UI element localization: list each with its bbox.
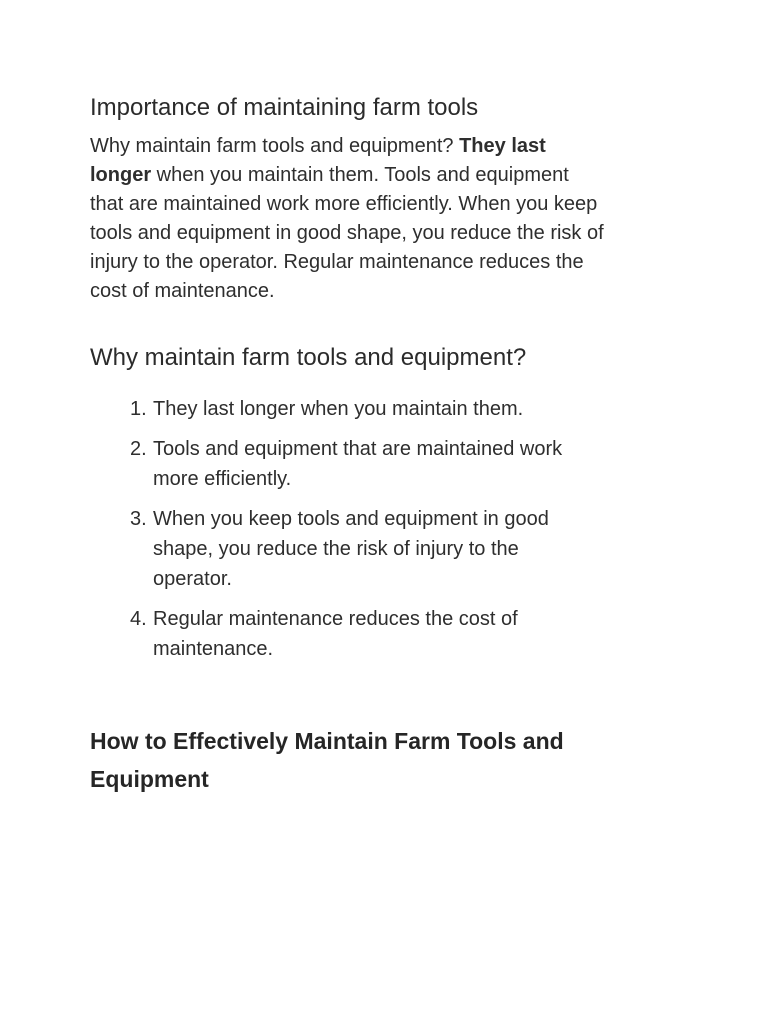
list-item xyxy=(130,504,562,594)
list-item-line: Tools and equipment that are maintained work xyxy=(153,438,563,460)
list-item-line: They last longer when you maintain them. xyxy=(153,398,524,420)
paragraph-line xyxy=(90,161,604,190)
list-item xyxy=(130,434,562,494)
list-item xyxy=(130,604,562,664)
paragraph-line: injury to the operator. Regular maintenance reduces the xyxy=(90,251,584,273)
paragraph-line: that are maintained work more efficiently. When you keep xyxy=(90,193,598,215)
list-item-text xyxy=(153,394,523,424)
heading-how-to-effectively-maintain xyxy=(90,722,564,798)
list-item-number: 3. xyxy=(130,508,147,530)
paragraph-line: cost of maintenance. xyxy=(90,280,275,302)
heading-line: Equipment xyxy=(90,766,209,792)
list-item-number: 1. xyxy=(130,398,147,420)
list-item-line: more efficiently. xyxy=(153,468,292,490)
paragraph-line: tools and equipment in good shape, you reduce the risk of xyxy=(90,222,604,244)
list-item-line: operator. xyxy=(153,568,232,590)
heading-why-maintain-farm-tools: Why maintain farm tools and equipment? xyxy=(90,344,527,371)
list-item-line: maintenance. xyxy=(153,638,274,660)
list-item-number: 2. xyxy=(130,438,147,460)
paragraph-bold-text: They last xyxy=(459,135,546,157)
heading-line: How to Effectively Maintain Farm Tools and xyxy=(90,728,564,754)
paragraph-text: when you maintain them. Tools and equipment xyxy=(151,164,569,186)
intro-paragraph xyxy=(90,132,604,306)
list-item-text xyxy=(153,604,518,664)
numbered-list xyxy=(130,394,562,674)
list-item-line: Regular maintenance reduces the cost of xyxy=(153,608,518,630)
heading-importance-of-maintaining-farm-tools: Importance of maintaining farm tools xyxy=(90,94,479,121)
list-item-text xyxy=(153,434,562,494)
list-item-text xyxy=(153,504,549,594)
paragraph-bold-text: longer xyxy=(90,164,152,186)
paragraph-text: Why maintain farm tools and equipment? xyxy=(90,135,460,157)
list-item-number: 4. xyxy=(130,608,147,630)
paragraph-line xyxy=(90,132,604,161)
list-item-line: shape, you reduce the risk of injury to the xyxy=(153,538,519,560)
list-item-line: When you keep tools and equipment in good xyxy=(153,508,549,530)
list-item xyxy=(130,394,562,424)
